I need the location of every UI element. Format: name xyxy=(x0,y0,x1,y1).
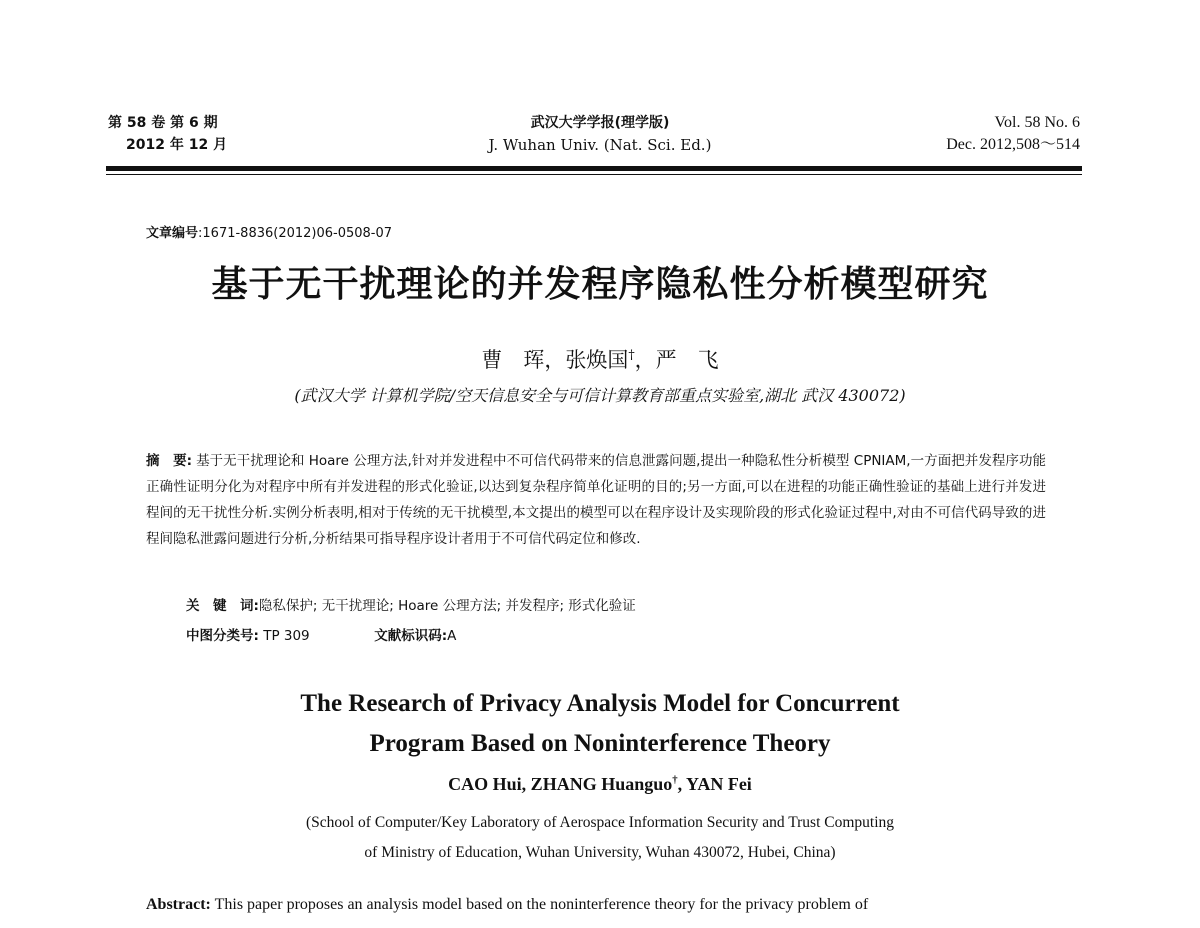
abstract-en-label: Abstract: xyxy=(146,896,211,913)
affiliation-cn: (武汉大学 计算机学院/空天信息安全与可信计算教育部重点实验室,湖北 武汉 430072) xyxy=(294,386,906,405)
abstract-cn-label: 摘 要: xyxy=(146,453,193,469)
header-rule-thick xyxy=(106,166,1082,171)
affiliation-en-line-2: of Ministry of Education, Wuhan University, Wuhan 430072, Hubei, China) xyxy=(364,844,836,861)
date-pages-en: Dec. 2012,508～514 xyxy=(946,136,1080,153)
affiliation-en xyxy=(0,808,1200,868)
article-number-label: 文章编号 xyxy=(146,226,199,241)
title-cn: 基于无干扰理论的并发程序隐私性分析模型研究 xyxy=(211,263,989,305)
keywords-cn xyxy=(186,594,636,614)
journal-name-cn: 武汉大学学报(理学版) xyxy=(530,115,670,131)
corresponding-author-mark-en: † xyxy=(672,774,678,786)
authors-en xyxy=(0,774,1200,795)
doc-code-value: A xyxy=(447,628,457,644)
authors-cn xyxy=(0,344,1200,374)
title-en xyxy=(0,684,1200,764)
keywords-cn-text: 隐私保护; 无干扰理论; Hoare 公理方法; 并发程序; 形式化验证 xyxy=(258,598,636,614)
date-cn: 2012 年 12 月 xyxy=(126,137,228,153)
article-number-value: :1671-8836(2012)06-0508-07 xyxy=(198,226,393,241)
authors-cn-rest: ，严 飞 xyxy=(634,348,719,372)
clc-value: TP 309 xyxy=(263,628,310,644)
keywords-cn-label: 关 键 词: xyxy=(186,598,259,614)
article-number xyxy=(146,222,392,241)
volume-issue-en: Vol. 58 No. 6 xyxy=(994,114,1080,131)
journal-name-en: J. Wuhan Univ. (Nat. Sci. Ed.) xyxy=(488,136,712,154)
authors-en-rest: , YAN Fei xyxy=(677,774,752,794)
authors-en-names: CAO Hui, ZHANG Huanguo xyxy=(448,774,673,794)
abstract-en-text: This paper proposes an analysis model based on the noninterference theory for the privacy problem of xyxy=(214,896,869,913)
running-header-right xyxy=(946,112,1080,156)
clc-label: 中图分类号: xyxy=(186,628,259,644)
title-en-line-1: The Research of Privacy Analysis Model for Concurrent xyxy=(300,690,900,717)
abstract-cn xyxy=(146,448,1046,552)
classification-line xyxy=(186,624,456,644)
abstract-en xyxy=(146,896,1066,914)
doc-code-label: 文献标识码: xyxy=(374,628,448,644)
abstract-cn-text: 基于无干扰理论和 Hoare 公理方法,针对并发进程中不可信代码带来的信息泄露问题,提出一种隐私性分析模型 CPNIAM,一方面把并发程序功能正确性证明分化为对程序中所有并发进程的形式化验证,以达到复杂程序简单化证明的目的;另一方面,可以在进程的功能正确性验证的基础上进行并发进程间的无干扰性分析.实例分析表明,相对于传统的无干扰模型,本文提出的模型可以在程序设计及实现阶段的形式化验证过程中,对由不可信代码导致的进程间隐私泄露问题进行分析,分析结果可指导程序设计者用于不可信代码定位和修改. xyxy=(146,453,1046,547)
volume-issue-cn: 第 58 卷 第 6 期 xyxy=(108,115,218,131)
corresponding-author-mark: † xyxy=(628,347,635,362)
affiliation-en-line-1: (School of Computer/Key Laboratory of Aerospace Information Security and Trust Computing xyxy=(305,814,895,831)
title-en-line-2: Program Based on Noninterference Theory xyxy=(369,730,831,757)
header-rule-thin xyxy=(106,174,1082,175)
authors-cn-names: 曹 珲，张焕国 xyxy=(481,348,629,372)
